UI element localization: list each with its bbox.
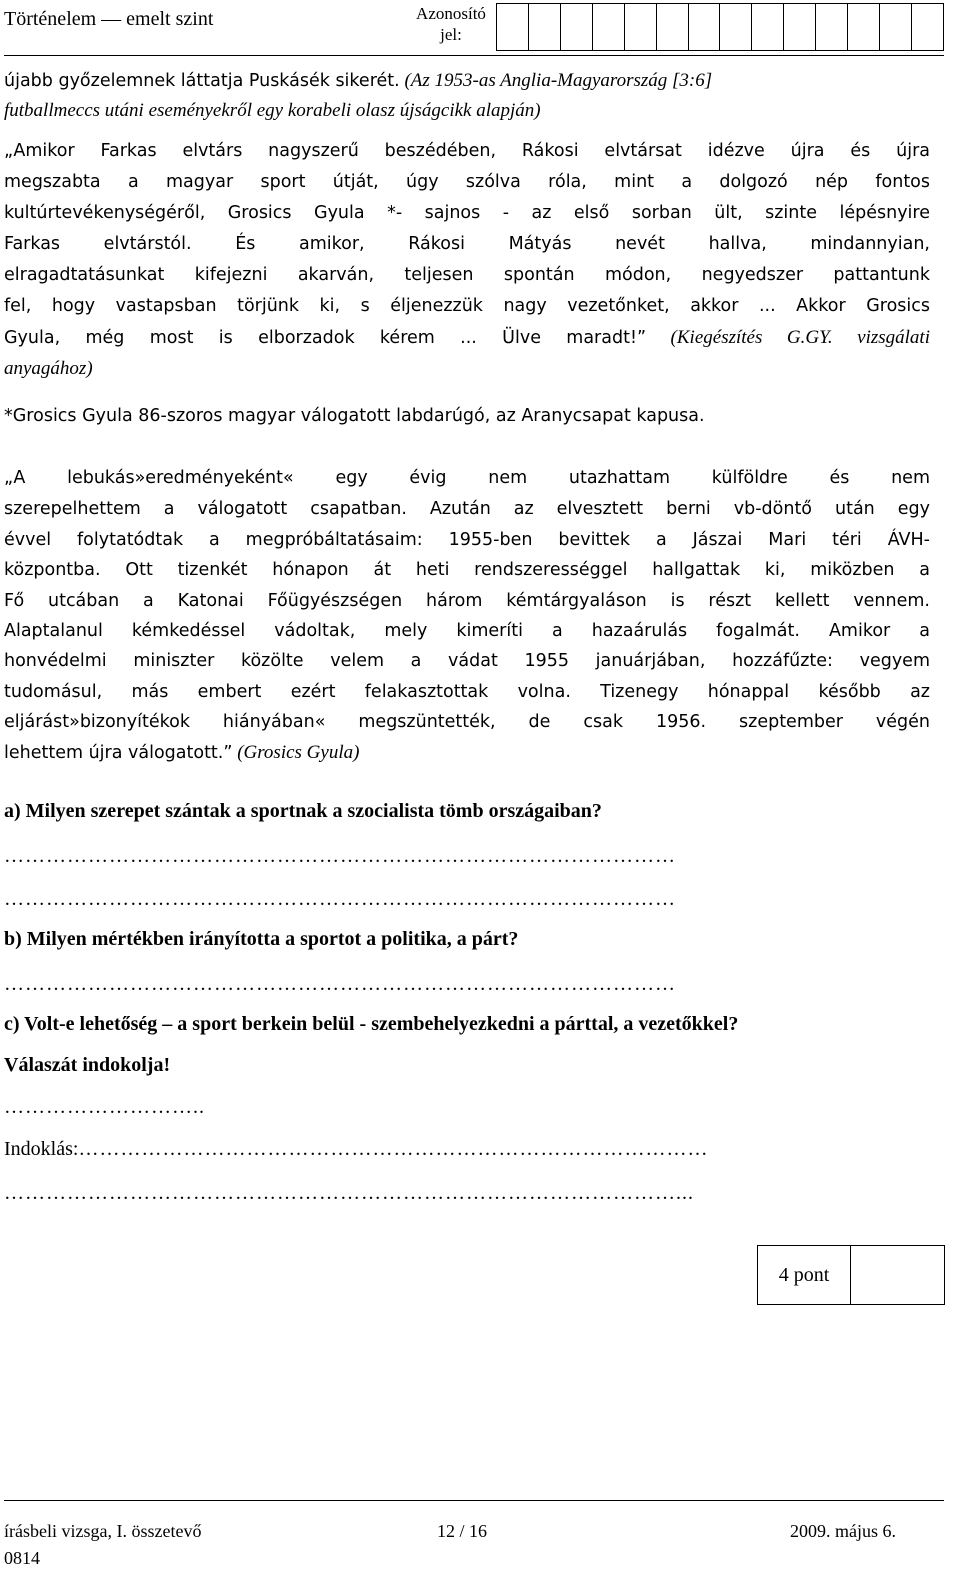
identifier-box[interactable] [592,3,624,51]
identifier-box[interactable] [719,3,751,51]
quote2-line: szerepelhettem a válogatott csapatban. Azután az elvesztett berni vb-döntő után egy [4,499,930,519]
score-entry-field[interactable] [851,1246,944,1304]
quote1-line: elragadtatásunkat kifejezni akarván, teljesen spontán módon, negyedszer pattantunk [4,265,930,285]
quote2-line: évvel folytatódtak a megpróbáltatásaim: 1955-ben bevittek a Jászai Mari téri ÁVH- [4,530,930,550]
question-a: a) Milyen szerepet szántak a sportnak a szocialista tömb országaiban? [4,800,602,822]
identifier-label-line1: Azonosító [416,4,486,23]
answer-line-last[interactable]: ……………………………………………………………………………………... [4,1182,694,1204]
answer-line-indoklas[interactable]: ……………………………………………………………………………… [78,1138,709,1160]
footer-exam-label: írásbeli vizsga, I. összetevő [4,1521,202,1541]
question-c-instruction: Válaszát indokolja! [4,1054,171,1076]
quote1-line: megszabta a magyar sport útját, úgy szólva róla, mint a dolgozó nép fontos [4,172,930,192]
quote1-line [4,327,930,349]
footer-page-number: 12 / 16 [437,1521,488,1541]
identifier-box[interactable] [783,3,815,51]
quote1-source: (Kiegészítés G.GY. vizsgálati [646,327,930,348]
quote1-line: kultúrtevékenységéről, Grosics Gyula *- sajnos - az első sorban ült, szinte lépésnyire [4,203,930,223]
identifier-box[interactable] [911,3,944,51]
quote1-last-text: Gyula, még most is elborzadok kérem ... Ülve maradt!” [4,328,647,348]
passage1-line1 [4,70,930,92]
answer-line-b1[interactable]: …………………………………………………………………………………… [4,973,676,995]
quote1-line: fel, hogy vastapsban törjünk ki, s éljenezzük nagy vezetőnket, akkor ... Akkor Grosics [4,296,930,316]
identifier-box[interactable] [879,3,911,51]
passage1-text: újabb győzelemnek láttatja Puskásék sikerét. [4,71,400,91]
indoklas-row [4,1138,930,1161]
identifier-label [410,3,492,45]
quote2-source: (Grosics Gyula) [232,742,360,763]
quote2-line: Fő utcában a Katonai Főügyészségen három kémtárgyaláson is részt kellett vennem. [4,591,930,611]
header-divider [4,55,944,56]
identifier-label-line2: jel: [440,25,462,44]
answer-line-c-short[interactable]: ……………………….. [4,1096,205,1118]
passage1-source: (Az 1953-as Anglia-Magyarország [3:6] [399,70,713,91]
quote2-line [4,742,930,764]
identifier-box[interactable] [656,3,688,51]
indoklas-label: Indoklás: [4,1138,79,1160]
quote1-line: „Amikor Farkas elvtárs nagyszerű beszédében, Rákosi elvtársat idézve újra és újra [4,141,930,161]
identifier-boxes [496,3,944,51]
identifier-box[interactable] [624,3,656,51]
quote2-last-text: lehettem újra válogatott.” [4,743,233,763]
quote1-line: Farkas elvtárstól. És amikor, Rákosi Mátyás nevét hallva, mindannyian, [4,234,930,254]
identifier-box[interactable] [688,3,720,51]
footer-divider [4,1500,944,1501]
score-box [757,1245,945,1305]
quote2-line: „A lebukás»eredményeként« egy évig nem utazhattam külföldre és nem [4,468,930,488]
identifier-box[interactable] [496,3,528,51]
identifier-box[interactable] [528,3,560,51]
quote2-line: központba. Ott tizenkét hónapon át heti rendszerességgel hallgattak ki, miközben a [4,560,930,580]
quote2-line: honvédelmi miniszter közölte velem a vádat 1955 januárjában, hozzáfűzte: vegyem [4,651,930,671]
question-c: c) Volt-e lehetőség – a sport berkein belül - szembehelyezkedni a párttal, a vezetőkkel? [4,1013,739,1035]
identifier-box[interactable] [847,3,879,51]
footer-date: 2009. május 6. [790,1521,896,1541]
header-title: Történelem — emelt szint [4,8,214,30]
score-label: 4 pont [758,1246,851,1304]
identifier-box[interactable] [751,3,783,51]
quote2-line: eljárást»bizonyítékok hiányában« megszüntették, de csak 1956. szeptember végén [4,712,930,732]
footer-code: 0814 [4,1548,40,1568]
question-b: b) Milyen mértékben irányította a sportot a politika, a párt? [4,928,519,950]
passage1-line2: futballmeccs utáni eseményekről egy korabeli olasz újságcikk alapján) [4,100,541,121]
quote2-line: Alaptalanul kémkedéssel vádoltak, mely kimeríti a hazaárulás fogalmát. Amikor a [4,621,930,641]
quote2-line: tudomásul, más embert ezért felakasztottak volna. Tizenegy hónappal később az [4,682,930,702]
answer-line-a2[interactable]: …………………………………………………………………………………… [4,888,676,910]
answer-line-a1[interactable]: …………………………………………………………………………………… [4,845,676,867]
footnote: *Grosics Gyula 86-szoros magyar válogatott labdarúgó, az Aranycsapat kapusa. [4,406,705,426]
quote1-source-end: anyagához) [4,358,93,379]
identifier-box[interactable] [560,3,592,51]
identifier-box[interactable] [815,3,847,51]
